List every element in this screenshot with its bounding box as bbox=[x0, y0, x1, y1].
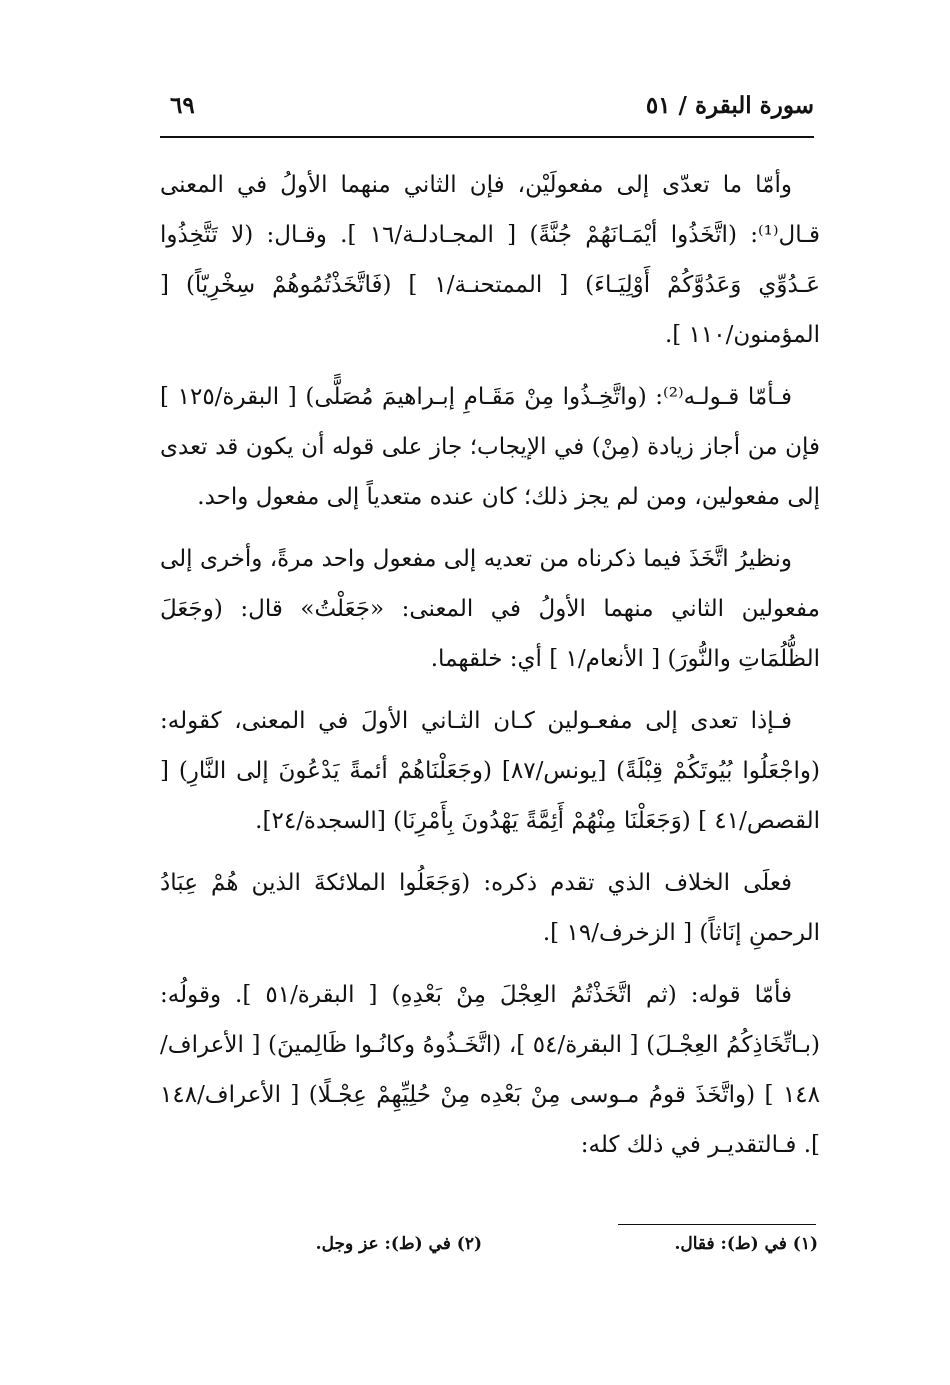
footnote-divider bbox=[618, 1224, 816, 1225]
page-number: ٦٩ bbox=[170, 92, 195, 119]
footnotes bbox=[160, 1234, 818, 1268]
running-title: سورة البقرة / ٥١ bbox=[645, 92, 814, 119]
footnote: (٢) في (ط): عز وجل. bbox=[315, 1234, 482, 1254]
header-divider bbox=[160, 136, 814, 138]
body-text bbox=[160, 160, 820, 1170]
paragraph: فأمّا قوله: (ثم اتَّخَذْتُمُ العِجْلَ مِنْ بَعْدِهِ) [ البقرة/٥١ ]. وقولُه: (بـاتِّخَاذِكُمُ العِجْـلَ) [ البقرة/٥٤ ]، (اتَّخَـذُوهُ وكانُـوا ظَالِمينَ) [ الأعراف/١٤٨ ] (واتَّخَذَ قومُ مـوسى مِنْ بَعْدِه مِنْ حُلِيِّهِمْ عِجْـلًا) [ الأعراف/١٤٨ ]. فـالتقديـر في ذلك كله: bbox=[160, 982, 821, 1158]
paragraph: فـإذا تعدى إلى مفعـولين كـان الثـاني الأولَ في المعنى، كقوله: (واجْعَلُوا بُيُوتَكُمْ قِبْلَةً) [يونس/٨٧] (وجَعَلْنَاهُمْ أئمةً يَدْعُونَ إلى النَّارِ) [ القصص/٤١ ] (وَجَعَلْنَا مِنْهُمْ أَئِمَّةً يَهْدُونَ بِأَمْرِنَا) [السجدة/٢٤]. bbox=[160, 708, 821, 834]
paragraph: فـأمّا قـولـه⁽²⁾: (واتَّخِـذُوا مِنْ مَقَـامِ إبـراهيمَ مُصَلًّى) [ البقرة/١٢٥ ] فإن من أجاز زيادة (مِنْ) في الإيجاب؛ جاز على قوله أن يكون قد تعدى إلى مفعولين، ومن لم يجز ذلك؛ كان عنده متعدياً إلى مفعول واحد. bbox=[160, 384, 820, 510]
paragraph: فعلَى الخلاف الذي تقدم ذكره: (وَجَعَلُوا الملائكةَ الذين هُمْ عِبَادُ الرحمنِ إنَاثاً) [ الزخرف/١٩ ]. bbox=[160, 870, 820, 946]
paragraph: وأمّا ما تعدّى إلى مفعولَيْن، فإن الثاني منهما الأولُ في المعنى قـال⁽¹⁾: (اتَّخَذُوا أيْمَـانَهُمْ جُنَّةً) [ المجـادلـة/١٦ ]. وقـال: (لا تَتَّخِذُوا عَـدُوِّي وَعَدُوَّكُمْ أَوْلِيَـاءَ) [ الممتحنـة/١ ] (فَاتَّخَذْتُمُوهُمْ سِخْرِيّاً) [ المؤمنون/١١٠ ]. bbox=[160, 172, 820, 348]
page-header bbox=[160, 92, 814, 130]
paragraph: ونظيرُ اتَّخَذَ فيما ذكرناه من تعديه إلى مفعول واحد مرةً، وأخرى إلى مفعولين الثاني منهما الأولُ في المعنى: «جَعَلْتُ» قال: (وجَعَلَ الظُّلُمَاتِ والنُّورَ) [ الأنعام/١ ] أي: خلقهما. bbox=[160, 546, 820, 672]
footnote: (١) في (ط): فقال. bbox=[674, 1234, 818, 1254]
